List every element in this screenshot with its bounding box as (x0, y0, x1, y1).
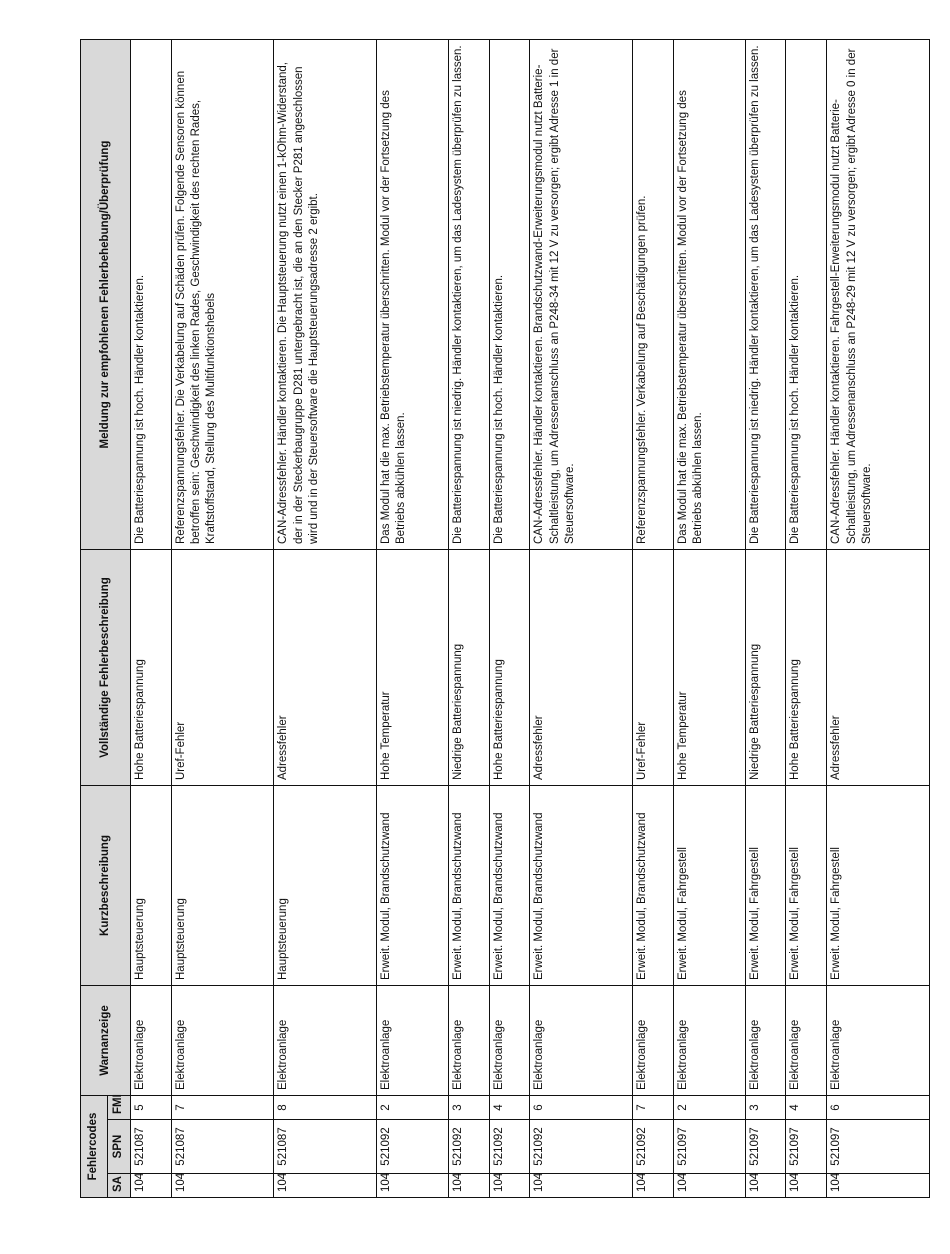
cell-kurzbeschreibung: Hauptsteuerung (274, 786, 376, 986)
cell-spn: 521087 (171, 1120, 273, 1174)
cell-warnanzeige: Elektroanlage (786, 986, 827, 1096)
cell-fmi: 6 (827, 1096, 930, 1120)
cell-sa: 104 (530, 1174, 632, 1198)
cell-spn: 521097 (786, 1120, 827, 1174)
cell-vollstaendige: Adressfehler (274, 550, 376, 786)
cell-kurzbeschreibung: Erweit. Modul, Brandschutzwand (376, 786, 448, 986)
header-row (81, 40, 108, 1198)
cell-fmi: 3 (448, 1096, 489, 1120)
cell-vollstaendige: Uref-Fehler (632, 550, 673, 786)
header-sa: SA (108, 1174, 131, 1198)
cell-fmi: 5 (131, 1096, 172, 1120)
cell-fmi: 7 (171, 1096, 273, 1120)
table-row (745, 40, 786, 1198)
cell-sa: 104 (448, 1174, 489, 1198)
cell-spn: 521092 (489, 1120, 530, 1174)
cell-spn: 521097 (673, 1120, 745, 1174)
table-row (274, 40, 376, 1198)
header-spn: SPN (108, 1120, 131, 1174)
cell-sa: 104 (786, 1174, 827, 1198)
cell-meldung: Referenzspannungsfehler. Die Verkabelung auf Schäden prüfen. Folgende Sensoren können betroffen sein: Geschwindigkeit des linken Rades, Geschwindigkeit des rechten Rades, Kraftstoffstand, Stellung des Multifunktionshebels (171, 40, 273, 550)
cell-meldung: Das Modul hat die max. Betriebstemperatur überschritten. Modul vor der Fortsetzung des Betriebs abkühlen lassen. (673, 40, 745, 550)
cell-fmi: 7 (632, 1096, 673, 1120)
cell-sa: 104 (171, 1174, 273, 1198)
cell-vollstaendige: Hohe Temperatur (376, 550, 448, 786)
cell-spn: 521087 (274, 1120, 376, 1174)
cell-vollstaendige: Hohe Batteriespannung (786, 550, 827, 786)
table-row (171, 40, 273, 1198)
cell-warnanzeige: Elektroanlage (489, 986, 530, 1096)
cell-spn: 521092 (632, 1120, 673, 1174)
cell-sa: 104 (673, 1174, 745, 1198)
cell-meldung: Die Batteriespannung ist niedrig. Händler kontaktieren, um das Ladesystem überprüfen zu lassen. (745, 40, 786, 550)
cell-kurzbeschreibung: Erweit. Modul, Brandschutzwand (530, 786, 632, 986)
cell-sa: 104 (632, 1174, 673, 1198)
cell-sa: 104 (376, 1174, 448, 1198)
cell-spn: 521097 (827, 1120, 930, 1174)
cell-fmi: 6 (530, 1096, 632, 1120)
table-row (827, 40, 930, 1198)
cell-meldung: Die Batteriespannung ist hoch. Händler kontaktieren. (489, 40, 530, 550)
cell-meldung: Die Batteriespannung ist hoch. Händler kontaktieren. (786, 40, 827, 550)
cell-kurzbeschreibung: Erweit. Modul, Brandschutzwand (489, 786, 530, 986)
cell-vollstaendige: Hohe Temperatur (673, 550, 745, 786)
cell-warnanzeige: Elektroanlage (171, 986, 273, 1096)
cell-vollstaendige: Hohe Batteriespannung (131, 550, 172, 786)
cell-kurzbeschreibung: Erweit. Modul, Fahrgestell (827, 786, 930, 986)
cell-meldung: Die Batteriespannung ist niedrig. Händler kontaktieren, um das Ladesystem überprüfen zu lassen. (448, 40, 489, 550)
table-row (530, 40, 632, 1198)
cell-vollstaendige: Niedrige Batteriespannung (448, 550, 489, 786)
cell-sa: 104 (131, 1174, 172, 1198)
rotated-page (80, 40, 930, 1198)
cell-meldung: CAN-Adressfehler. Händler kontaktieren. Brandschutzwand-Erweiterungsmodul nutzt Batterie-Schaltleistung, um Adressenanschluss an P248-34 mit 12 V zu versorgen; ergibt Adresse 1 in der Steuersoftware. (530, 40, 632, 550)
cell-vollstaendige: Hohe Batteriespannung (489, 550, 530, 786)
cell-spn: 521092 (376, 1120, 448, 1174)
cell-fmi: 8 (274, 1096, 376, 1120)
cell-warnanzeige: Elektroanlage (673, 986, 745, 1096)
cell-meldung: CAN-Adressfehler. Händler kontaktieren. Die Hauptsteuerung nutzt einen 1-kOhm-Widerstand, der in der Steckerbaugruppe D281 untergebracht ist, die an den Stecker P281 angeschlossen wird und in der Steuersoftware die Hauptsteuerungsadresse 2 ergibt. (274, 40, 376, 550)
cell-warnanzeige: Elektroanlage (131, 986, 172, 1096)
cell-sa: 104 (827, 1174, 930, 1198)
table-row (489, 40, 530, 1198)
cell-meldung: CAN-Adressfehler. Händler kontaktieren. Fahrgestell-Erweiterungsmodul nutzt Batterie-Schaltleistung, um Adressenanschluss an P248-29 mit 12 V zu versorgen; ergibt Adresse 0 in der Steuersoftware. (827, 40, 930, 550)
header-fehlercodes: Fehlercodes (81, 1096, 108, 1198)
cell-fmi: 4 (489, 1096, 530, 1120)
cell-kurzbeschreibung: Erweit. Modul, Fahrgestell (786, 786, 827, 986)
table-row (786, 40, 827, 1198)
table-row (131, 40, 172, 1198)
cell-fmi: 2 (376, 1096, 448, 1120)
cell-meldung: Referenzspannungsfehler. Verkabelung auf Beschädigungen prüfen. (632, 40, 673, 550)
cell-warnanzeige: Elektroanlage (376, 986, 448, 1096)
cell-kurzbeschreibung: Erweit. Modul, Brandschutzwand (632, 786, 673, 986)
cell-vollstaendige: Uref-Fehler (171, 550, 273, 786)
cell-warnanzeige: Elektroanlage (448, 986, 489, 1096)
cell-vollstaendige: Adressfehler (530, 550, 632, 786)
cell-spn: 521092 (448, 1120, 489, 1174)
cell-kurzbeschreibung: Erweit. Modul, Fahrgestell (745, 786, 786, 986)
cell-meldung: Das Modul hat die max. Betriebstemperatur überschritten. Modul vor der Fortsetzung des Betriebs abkühlen lassen. (376, 40, 448, 550)
table-row (632, 40, 673, 1198)
cell-fmi: 4 (786, 1096, 827, 1120)
table-row (448, 40, 489, 1198)
cell-meldung: Die Batteriespannung ist hoch. Händler kontaktieren. (131, 40, 172, 550)
cell-vollstaendige: Niedrige Batteriespannung (745, 550, 786, 786)
table-row (376, 40, 448, 1198)
cell-spn: 521092 (530, 1120, 632, 1174)
cell-warnanzeige: Elektroanlage (745, 986, 786, 1096)
header-fmi: FMI (108, 1096, 131, 1120)
header-meldung: Meldung zur empfohlenen Fehlerbehebung/Überprüfung (81, 40, 131, 550)
cell-sa: 104 (489, 1174, 530, 1198)
header-kurzbeschreibung: Kurzbeschreibung (81, 786, 131, 986)
cell-warnanzeige: Elektroanlage (827, 986, 930, 1096)
cell-kurzbeschreibung: Hauptsteuerung (131, 786, 172, 986)
cell-sa: 104 (745, 1174, 786, 1198)
cell-spn: 521087 (131, 1120, 172, 1174)
header-warnanzeige: Warnanzeige (81, 986, 131, 1096)
cell-fmi: 2 (673, 1096, 745, 1120)
fault-code-table (80, 39, 930, 1198)
cell-kurzbeschreibung: Hauptsteuerung (171, 786, 273, 986)
header-vollstaendige: Vollständige Fehlerbeschreibung (81, 550, 131, 786)
cell-warnanzeige: Elektroanlage (274, 986, 376, 1096)
cell-warnanzeige: Elektroanlage (632, 986, 673, 1096)
cell-kurzbeschreibung: Erweit. Modul, Fahrgestell (673, 786, 745, 986)
cell-warnanzeige: Elektroanlage (530, 986, 632, 1096)
cell-vollstaendige: Adressfehler (827, 550, 930, 786)
cell-fmi: 3 (745, 1096, 786, 1120)
cell-spn: 521097 (745, 1120, 786, 1174)
cell-kurzbeschreibung: Erweit. Modul, Brandschutzwand (448, 786, 489, 986)
table-row (673, 40, 745, 1198)
cell-sa: 104 (274, 1174, 376, 1198)
